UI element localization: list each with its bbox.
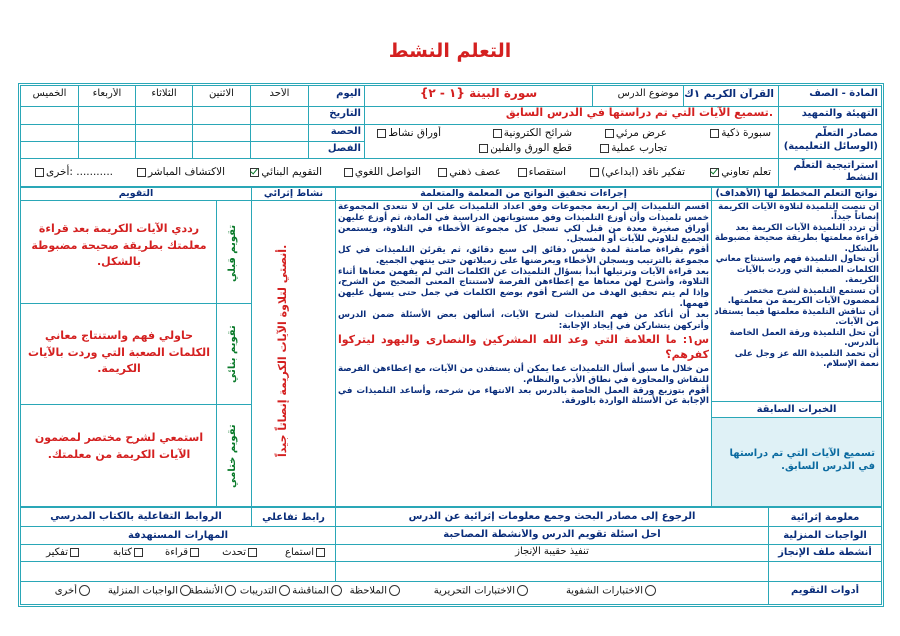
strategies-label: استراتيجية التعلّم النشط — [793, 160, 878, 183]
objective-item: أن تحاول التلميذة فهم واستنتاج معاني الكلمات الصعبة التي وردت بالآيات الكريمة. — [715, 254, 879, 286]
date-label: التاريخ — [329, 108, 361, 119]
link-label: رابط تفاعلي — [262, 512, 325, 523]
prior-knowledge-value: تسميع الآيات التي تم دراستها في الدرس السابق. — [712, 418, 881, 506]
radio-icon — [279, 585, 290, 596]
day-monday: الاثنين — [209, 88, 234, 99]
skill-thinking[interactable]: تفكير — [46, 547, 81, 560]
procedure-step: بعد أن أتأكد من فهم التلميذات لشرح الآيات، أسألهن بعض الأسئلة ضمن الدرس وأتركهن يتشاركن في إيجاد الإجابة: — [338, 309, 709, 331]
evaluation-text-final: استمعي لشرح مختصر لمضمون الآيات الكريمة من معلمتك. — [34, 431, 204, 461]
checkbox-icon — [35, 168, 44, 177]
skill-listening[interactable]: استماع — [285, 547, 327, 560]
checkbox-icon — [344, 168, 353, 177]
checkbox-icon — [710, 129, 719, 138]
procedure-step: بعد قراءة الآيات وترتيلها أبدأ بسؤال التلميذات عن الكلمات التي لم يفهمن معناها أثناء التلاوة، وأشرح لهن معناها مع إعطاءهن الفرصة لاستنتاج المعنى الصحيح من الشرح، وإذا لم يتم تحقيق الهدف من الشرح أقوم بوضع الكلمات في جمل حتى يسهل عليهن فهمها. — [338, 266, 709, 310]
evaluation-text-formative: حاولي فهم واستنتاج معاني الكلمات الصعبة التي وردت بالآيات الكريمة. — [28, 329, 210, 375]
homework-value: أحل أسئلة تقويم الدرس والأنشطة المصاحبة — [443, 529, 661, 540]
day-thursday: الخميس — [32, 88, 67, 99]
tool-exercises[interactable]: التدريبات — [240, 585, 292, 598]
radio-icon — [389, 585, 400, 596]
resource-paper-foam[interactable]: قطع الورق والفلين — [477, 142, 572, 155]
checkbox-icon — [377, 129, 386, 138]
objectives-header: نواتج التعلم المخطط لها (الأهداف) — [715, 188, 878, 199]
enrichment-text: أنصتي لتلاوة الآيات الكريمة إنصاتاً جيداً. — [276, 244, 289, 458]
radio-icon — [180, 585, 191, 596]
objective-item: أن تناقش التلميذة معلمتها فيما يستفاد من الآيات. — [714, 306, 879, 328]
checkbox-icon — [600, 144, 609, 153]
objectives-list — [713, 202, 879, 400]
procedure-step: أقوم بقراءة صامتة لمدة خمس دقائق إلى سبع دقائق، ثم يقرئن التلميذات في كل مجموعة بالترتيب ويسجلن الأخطاء ويعرضنها على زميلاتهن حتى ينتهي الجميع. — [338, 245, 709, 266]
tool-homework[interactable]: الواجبات المنزلية — [108, 585, 193, 598]
objective-item: أن تردد التلميذة الآيات الكريمة بعد قراءة معلمتها بطريقة صحيحة مضبوطة بالشكل. — [714, 222, 879, 254]
tool-activities[interactable]: الأنشطة — [189, 585, 238, 598]
tool-other[interactable]: أخرى — [55, 585, 92, 598]
evaluation-header: التقويم — [118, 188, 154, 199]
tool-written[interactable]: الاختبارات التحريرية — [434, 585, 530, 598]
skill-writing[interactable]: كتابة — [113, 547, 145, 560]
evaluation-type-final: تقويم ختامي — [227, 424, 238, 488]
strategy-discovery[interactable]: الاكتشاف المباشر — [135, 166, 225, 179]
radio-icon — [517, 585, 528, 596]
intro-value: تسميع الآيات التي تم دراستها في الدرس السابق. — [505, 106, 773, 119]
checkbox-icon — [248, 548, 257, 557]
day-tuesday: الثلاثاء — [151, 88, 177, 99]
checkbox-icon — [134, 548, 143, 557]
tool-oral[interactable]: الاختبارات الشفوية — [566, 585, 658, 598]
topic-value: سورة البينة {١ - ٢} — [419, 86, 538, 100]
procedure-step: أقسم التلميذات إلى أربعة مجموعات وفق أعداد التلميذات على أن لا تتعدى المجموعة خمس تلميذات وأن أوزع التلميذات وفق مستوياتهن الدراسية في المادة، ثم أوزع عليهن أوراق صغيرة معدة من قبل لكي تسجل كل مجموعة الأخطاء في التلاوة، ويستمعن الجميع لتلاوتي للآيات أو المسجل. — [338, 202, 709, 245]
tools-label: أدوات التقويم — [790, 585, 860, 596]
resource-video[interactable]: عرض مرئي — [603, 127, 667, 140]
resource-slides[interactable]: شرائح الكترونية — [491, 127, 572, 140]
subject-value: القرآن الكريم ١ك — [684, 88, 774, 100]
checkbox-icon — [316, 548, 325, 557]
radio-icon — [645, 585, 656, 596]
radio-icon — [331, 585, 342, 596]
subject-label: المادة - الصف — [809, 88, 878, 99]
tool-discussion[interactable]: المناقشة — [292, 585, 344, 598]
skills-label: المهارات المستهدفة — [127, 530, 229, 541]
checkbox-icon — [190, 548, 199, 557]
resource-worksheets[interactable]: أوراق نشاط — [375, 127, 441, 140]
checkbox-icon — [518, 168, 527, 177]
procedures-text — [338, 202, 709, 504]
day-wednesday: الأربعاء — [92, 88, 122, 99]
checkbox-icon — [605, 129, 614, 138]
day-label: اليوم — [336, 88, 361, 99]
objective-item: أن تستمع التلميذة لشرح مختصر لمضمون الآيات الكريمة من معلمتها. — [727, 285, 879, 307]
radio-icon — [225, 585, 236, 596]
procedures-header: إجراءات تحقيق النواتج من المعلمة والمتعلمة — [420, 188, 627, 199]
prior-knowledge-label: الخبرات السابقة — [756, 404, 837, 415]
homework-label: الواجبات المنزلية — [783, 530, 867, 541]
portfolio-value: تنفيذ حقيبة الإنجاز — [515, 546, 589, 557]
strategy-brainstorm[interactable]: عصف ذهني — [436, 166, 501, 179]
strategy-communication[interactable]: التواصل اللغوي — [342, 166, 421, 179]
tool-observation[interactable]: الملاحظة — [350, 585, 402, 598]
portfolio-label: أنشطة ملف الإنجاز — [778, 547, 872, 558]
lesson-plan-frame — [18, 83, 884, 607]
evaluation-type-pre: تقويم قبلي — [227, 224, 238, 282]
checkbox-icon — [479, 144, 488, 153]
evaluation-text-pre: رددي الآيات الكريمة بعد قراءة معلمتك بطريقة صحيحة مضبوطة بالشكل. — [31, 222, 207, 268]
skill-speaking[interactable]: تحدث — [222, 547, 259, 560]
strategy-cooperative[interactable]: تعلم تعاوني — [708, 166, 771, 179]
page-title: التعلم النشط — [388, 40, 512, 62]
radio-icon — [79, 585, 90, 596]
strategies-group — [21, 159, 777, 186]
class-label: الفصل — [327, 143, 361, 154]
skills-group — [21, 546, 335, 561]
procedure-step: أقوم بتوزيع ورقة العمل الخاصة بالدرس بعد الانتهاء من شرحه، وأساعد التلميذات في الإجابة عن الأسئلة الواردة بالورقة. — [338, 385, 709, 407]
strategy-other[interactable]: أخرى: ........... — [33, 166, 113, 179]
checkbox-icon — [137, 168, 146, 177]
period-label: الحصة — [330, 126, 361, 137]
resources-group — [365, 126, 777, 158]
objective-item: أن تنصت التلميذة لتلاوة الآيات الكريمة إنصاتاً جيداً. — [718, 202, 879, 223]
enrichment-header: نشاط إثرائي — [263, 188, 324, 199]
checked-box-icon — [250, 168, 259, 177]
objective-item: أن تحمد التلميذة الله عز وجل على نعمة الإسلام. — [734, 348, 879, 370]
checked-box-icon — [710, 168, 719, 177]
strategy-formative[interactable]: التقويم البنائي — [248, 166, 322, 179]
strategy-critical[interactable]: تفكير ناقد (ابداعي) — [588, 166, 685, 179]
resources-label: مصادر التعلّم (الوسائل التعليمية) — [783, 128, 878, 152]
day-sunday: الأحد — [269, 88, 290, 99]
discussion-question: س١: ما العلامة التي وعد الله المشركين والنصارى واليهود ليتركوا كفرهم؟ — [338, 333, 709, 361]
procedure-step: من خلال ما سبق أسأل التلميذات عما يمكن أن يستفدن من الآيات، مع إعطاءهن الفرصة للنقاش والمحاورة في نطاق الأدب والنظام. — [338, 363, 709, 385]
evaluation-type-formative: تقويم بنائي — [227, 325, 238, 383]
resource-smartboard[interactable]: سبورة ذكية — [708, 127, 771, 140]
resource-experiments[interactable]: تجارب عملية — [598, 142, 667, 155]
info-value: الرجوع إلى مصادر البحث وجمع معلومات إثرائية عن الدرس — [408, 511, 696, 522]
link-value: الروابط التفاعلية بالكتاب المدرسي — [50, 511, 222, 522]
skill-reading[interactable]: قراءة — [165, 547, 201, 560]
strategy-inquiry[interactable]: استقصاء — [516, 166, 566, 179]
checkbox-icon — [493, 129, 502, 138]
info-label: معلومة إثرائية — [790, 512, 860, 523]
intro-label: التهيئة والتمهيد — [801, 108, 878, 119]
objective-item: أن تحل التلميذة ورقة العمل الخاصة بالدرس. — [729, 327, 879, 349]
checkbox-icon — [70, 548, 79, 557]
topic-label: موضوع الدرس — [617, 88, 679, 99]
tools-group — [21, 584, 768, 602]
checkbox-icon — [590, 168, 599, 177]
checkbox-icon — [438, 168, 447, 177]
